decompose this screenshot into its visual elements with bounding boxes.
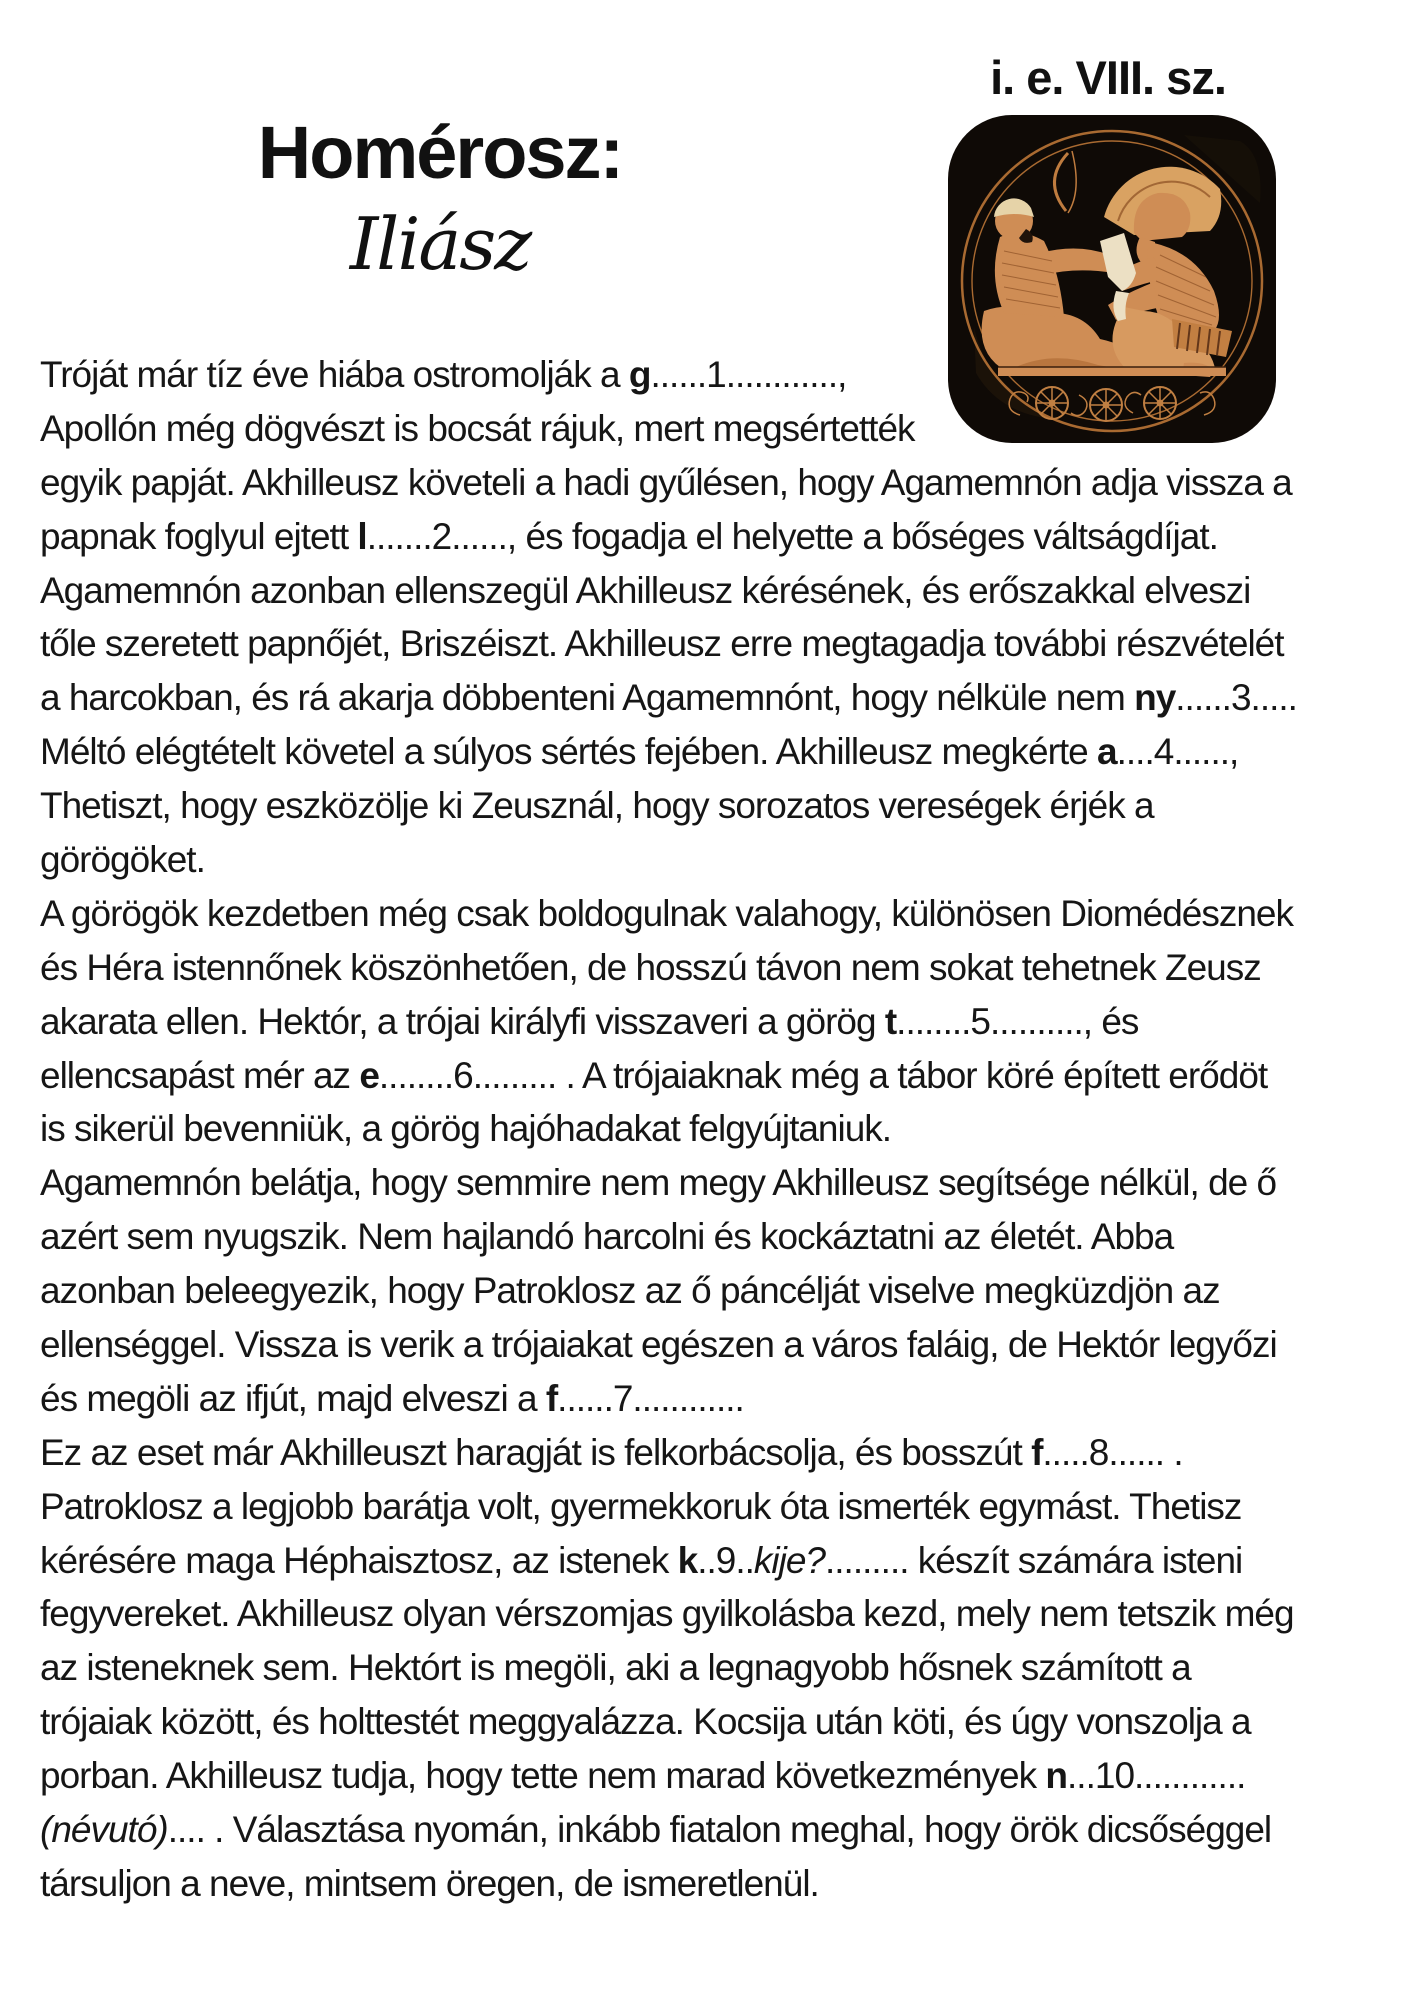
text-line: görögöket.: [40, 839, 205, 881]
text-line: kérésére maga Héphaisztosz, az istenek k..9..kije?......... készít számára isteni: [40, 1539, 1243, 1581]
title-block: [160, 111, 720, 286]
text-line: A görögök kezdetben még csak boldogulnak valahogy, különösen Diomédésznek: [40, 892, 1294, 934]
text-line: fegyvereket. Akhilleusz olyan vérszomjas gyilkolásba kezd, mely nem tetszik még: [40, 1593, 1294, 1635]
text-line: akarata ellen. Hektór, a trójai királyfi visszaveri a görög t........5.........., és: [40, 1000, 1139, 1042]
text-line: azért sem nyugszik. Nem hajlandó harcolni és kockáztatni az életét. Abba: [40, 1216, 1174, 1258]
text-line: Méltó elégtételt követel a súlyos sértés fejében. Akhilleusz megkérte a....4......,: [40, 731, 1239, 773]
text-line: Apollón még dögvészt is bocsát rájuk, mert megsértették: [40, 407, 915, 449]
text-line: Patroklosz a legjobb barátja volt, gyermekkoruk óta ismerték egymást. Thetisz: [40, 1485, 1242, 1527]
text-line: is sikerül bevenniük, a görög hajóhadakat felgyújtaniuk.: [40, 1108, 892, 1150]
page-subtitle: Iliász: [349, 202, 531, 286]
text-line: ellencsapást mér az e........6......... . A trójaiaknak még a tábor köré épített erődöt: [40, 1054, 1268, 1096]
text-line: Agamemnón belátja, hogy semmire nem megy Akhilleusz segítsége nélkül, de ő: [40, 1162, 1277, 1204]
text-line: a harcokban, és rá akarja döbbenteni Agamemnónt, hogy nélküle nem ny......3.....: [40, 677, 1297, 719]
text-line: egyik papját. Akhilleusz követeli a hadi gyűlésen, hogy Agamemnón adja vissza a: [40, 461, 1292, 503]
text-line: és Héra istennőnek köszönhetően, de hosszú távon nem sokat tehetnek Zeusz: [40, 946, 1261, 988]
text-line: társuljon a neve, mintsem öregen, de ismeretlenül.: [40, 1862, 819, 1904]
text-line: porban. Akhilleusz tudja, hogy tette nem marad következmények n...10............: [40, 1755, 1246, 1797]
text-line: és megöli az ifjút, majd elveszi a f......7............: [40, 1377, 744, 1419]
text-line: azonban beleegyezik, hogy Patroklosz az ő páncélját viselve megküzdjön az: [40, 1270, 1220, 1312]
text-line: Agamemnón azonban ellenszegül Akhilleusz kérésének, és erőszakkal elveszi: [40, 569, 1251, 611]
text-line: trójaiak között, és holttestét meggyalázza. Kocsija után köti, és úgy vonszolja a: [40, 1701, 1251, 1743]
text-line: az isteneknek sem. Hektórt is megöli, aki a legnagyobb hősnek számított a: [40, 1647, 1191, 1689]
body-text: [40, 348, 1380, 1911]
era-label: i. e. VIII. sz.: [990, 51, 1226, 104]
text-line: Thetiszt, hogy eszközölje ki Zeusznál, hogy sorozatos vereségek érjék a: [40, 785, 1154, 827]
text-line: tőle szeretett papnőjét, Briszéiszt. Akhilleusz erre megtagadja további részvételét: [40, 623, 1284, 665]
text-line: papnak foglyul ejtett l.......2......, és fogadja el helyette a bőséges váltságdíjat.: [40, 515, 1218, 557]
text-line: (névutó).... . Választása nyomán, inkább fiatalon meghal, hogy örök dicsőséggel: [40, 1809, 1272, 1851]
text-line: Tróját már tíz éve hiába ostromolják a g......1............,: [40, 354, 847, 395]
page-title: Homérosz:: [257, 111, 623, 194]
text-line: ellenséggel. Vissza is verik a trójaiakat egészen a város faláig, de Hektór legyőzi: [40, 1324, 1277, 1366]
text-line: Ez az eset már Akhilleuszt haragját is felkorbácsolja, és bosszút f.....8...... .: [40, 1431, 1183, 1473]
